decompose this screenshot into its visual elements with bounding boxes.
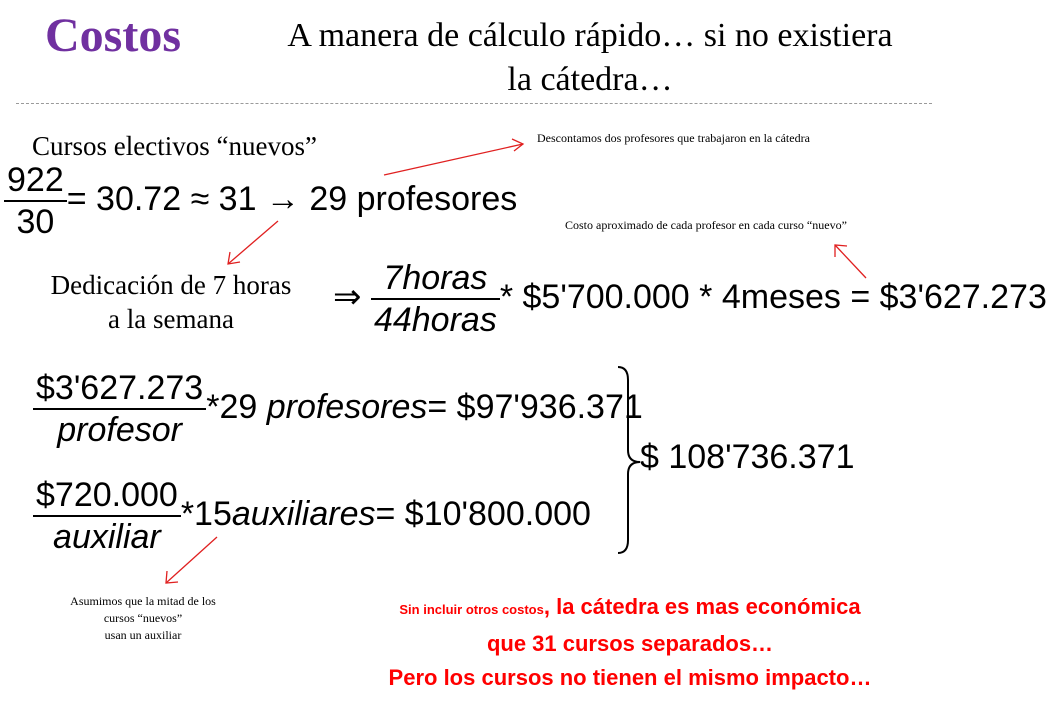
conclusion-small-text: Sin incluir otros costos	[399, 602, 544, 617]
arrow-to-costo-aproximado	[835, 245, 866, 278]
note-asumimos-line1: Asumimos que la mitad de los	[70, 594, 216, 608]
fraction-denominator: 44horas	[371, 298, 500, 340]
note-asumimos-line2: cursos “nuevos”	[103, 611, 183, 625]
implies-symbol: ⇒	[333, 277, 362, 316]
conclusion-line3: Pero los cursos no tienen el mismo impacto…	[388, 665, 872, 690]
multiplier: *29	[206, 387, 267, 426]
fraction-numerator: 922	[7, 161, 64, 199]
fraction-denominator: profesor	[33, 408, 206, 450]
fraction-numerator: $720.000	[36, 476, 178, 514]
arrow-to-dedicacion	[228, 221, 278, 264]
fraction-denominator: auxiliar	[33, 515, 181, 557]
multiplier: *15	[180, 494, 232, 533]
right-brace	[618, 367, 640, 553]
equation-rest: = 30.72 ≈ 31 → 29 profesores	[66, 179, 518, 218]
fraction-numerator: 7horas	[383, 259, 488, 297]
equation-rest: * $5'700.000 * 4meses = $3'627.273	[499, 277, 1047, 316]
fraction-denominator: 30	[4, 200, 67, 242]
note-costo-aproximado: Costo aproximado de cada profesor en cada curso “nuevo”	[565, 218, 847, 232]
equation-result: = $10'800.000	[375, 494, 591, 533]
slide-subtitle: A manera de cálculo rápido… si no existiera la cátedra…	[287, 17, 893, 98]
arrow-to-asumimos	[166, 537, 217, 583]
slide-title: Costos	[45, 9, 182, 62]
label-dedicacion-line1: Dedicación de 7 horas	[50, 270, 292, 300]
arrow-to-descontamos	[384, 139, 523, 175]
label-dedicacion-line2: a la semana	[108, 304, 234, 334]
equation-result: = $97'936.371	[427, 387, 643, 426]
fraction-numerator: $3'627.273	[36, 369, 204, 407]
variable-auxiliares: auxiliares	[231, 494, 376, 533]
label-cursos-electivos: Cursos electivos “nuevos”	[32, 131, 317, 161]
conclusion-line1-text: , la cátedra es mas económica	[543, 594, 861, 619]
note-asumimos-line3: usan un auxiliar	[104, 628, 182, 642]
total-amount: $ 108'736.371	[640, 438, 855, 476]
note-descontamos: Descontamos dos profesores que trabajaron en la cátedra	[537, 131, 810, 145]
conclusion-line2: que 31 cursos separados…	[486, 631, 774, 656]
variable-profesores: profesores	[266, 387, 428, 426]
